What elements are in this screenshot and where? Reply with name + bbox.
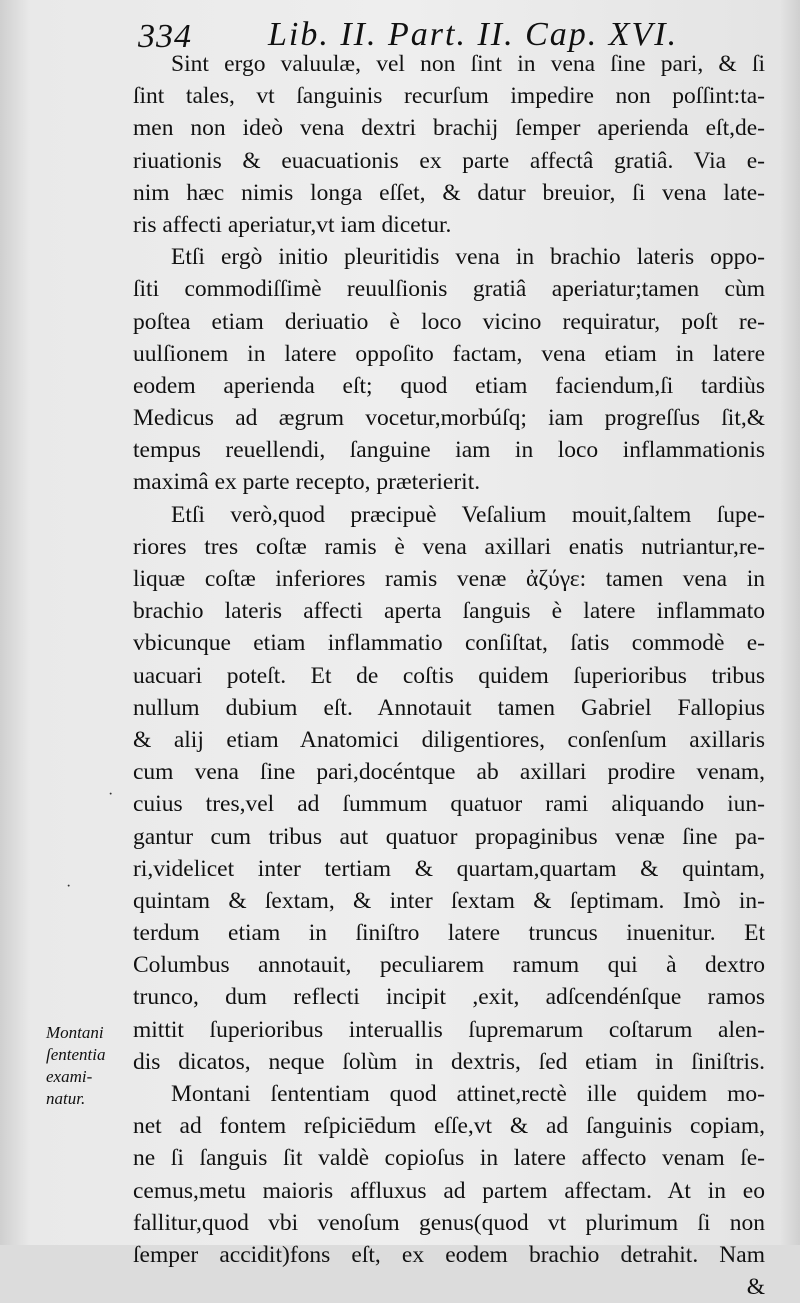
text-line: Columbus annotauit, peculiarem ramum qui à dextro [133, 952, 765, 979]
catchword: & [746, 1274, 765, 1301]
margin-note-line: ſententia [46, 1045, 106, 1064]
text-line: Etſi ergò initio pleuritidis vena in brachio lateris oppo- [171, 244, 765, 271]
text-line: cum vena ſine pari,docéntque ab axillari prodire venam, [133, 759, 765, 786]
text-line: trunco, dum reflecti incipit ,exit, adſcendénſque ramos [133, 984, 765, 1011]
text-line: fallitur,quod vbi venoſum genus(quod vt plurimum ſi non [133, 1209, 765, 1236]
text-line: riuationis & euacuationis ex parte affectâ gratiâ. Via e- [133, 147, 765, 174]
text-line: net ad fontem reſpiciēdum eſſe,vt & ad ſanguinis copiam, [133, 1113, 765, 1140]
text-line: & alij etiam Anatomici diligentiores, conſenſum axillaris [133, 726, 765, 753]
text-line: Etſi verò,quod præcipuè Veſalium mouit,ſaltem ſupe- [171, 501, 765, 528]
margin-note-line: Montani [46, 1023, 104, 1042]
text-line: men non ideò vena dextri brachij ſemper aperienda eſt,de- [133, 115, 765, 142]
text-line: terdum etiam in ſiniſtro latere truncus inuenitur. Et [133, 920, 765, 947]
text-line: riores tres coſtæ ramis è vena axillari enatis nutriantur,re- [133, 533, 765, 560]
text-line: ris affecti aperiatur,vt iam dicetur. [133, 211, 452, 238]
text-line: uacuari poteſt. Et de coſtis quidem ſuperioribus tribus [133, 662, 765, 689]
text-line: cemus,metu maioris affluxus ad partem affectam. At in eo [133, 1177, 765, 1204]
text-line: poſtea etiam deriuatio è loco vicino requiratur, poſt re- [133, 308, 765, 335]
body-text [133, 48, 765, 1303]
text-line: eodem aperienda eſt; quod etiam faciendum,ſi tardiùs [133, 372, 765, 399]
margin-note [46, 1022, 136, 1110]
text-line: ſemper accidit)fons eſt, ex eodem brachio detrahit. Nam [133, 1241, 765, 1268]
text-line: nullum dubium eſt. Annotauit tamen Gabriel Fallopius [133, 694, 765, 721]
ink-speck: · [108, 786, 114, 803]
text-line: ri,videlicet inter tertiam & quartam,quartam & quintam, [133, 855, 765, 882]
text-line: Sint ergo valuulæ, vel non ſint in vena ſine pari, & ſi [171, 51, 765, 77]
page-number: 334 [138, 18, 192, 55]
text-line: gantur cum tribus aut quatuor propaginibus venæ ſine pa- [133, 823, 765, 850]
text-line: cuius tres,vel ad ſummum quatuor rami aliquando iun- [133, 791, 765, 818]
text-line: Medicus ad ægrum vocetur,morbúſq; iam progreſſus ſit,& [133, 405, 765, 432]
text-line: ne ſi ſanguis ſit valdè copioſus in latere affecto venam ſe- [133, 1145, 765, 1172]
text-line: dis dicatos, neque ſolùm in dextris, ſed etiam in ſiniſtris. [133, 1048, 765, 1075]
text-line: uulſionem in latere oppoſito factam, vena etiam in latere [133, 340, 765, 367]
text-line: brachio lateris affecti aperta ſanguis è latere inflammato [133, 598, 765, 625]
text-line: maximâ ex parte recepto, præterierit. [133, 469, 481, 496]
text-line: vbicunque etiam inflammatio conſiſtat, ſatis commodè e- [133, 630, 765, 657]
margin-note-line: exami- [46, 1067, 93, 1086]
text-line: quintam & ſextam, & inter ſextam & ſeptimam. Imò in- [133, 887, 765, 914]
text-line: mittit ſuperioribus interuallis ſupremarum coſtarum alen- [133, 1016, 765, 1043]
text-line: liquæ coſtæ inferiores ramis venæ ἀζύγε: tamen vena in [133, 566, 765, 592]
text-line: ſint tales, vt ſanguinis recurſum impedire non poſſint:ta- [133, 83, 765, 110]
running-title: Lib. II. Part. II. Cap. XVI. [268, 16, 679, 53]
text-line: tempus reuellendi, ſanguine iam in loco inflammationis [133, 437, 765, 464]
ink-speck: · [66, 878, 72, 895]
text-line: Montani ſententiam quod attinet,rectè ille quidem mo- [171, 1081, 765, 1107]
text-line: ſiti commodiſſimè reuulſionis gratiâ aperiatur;tamen cùm [133, 276, 765, 303]
text-line: nim hæc nimis longa eſſet, & datur breuior, ſi vena late- [133, 179, 765, 206]
margin-note-line: natur. [46, 1089, 86, 1108]
